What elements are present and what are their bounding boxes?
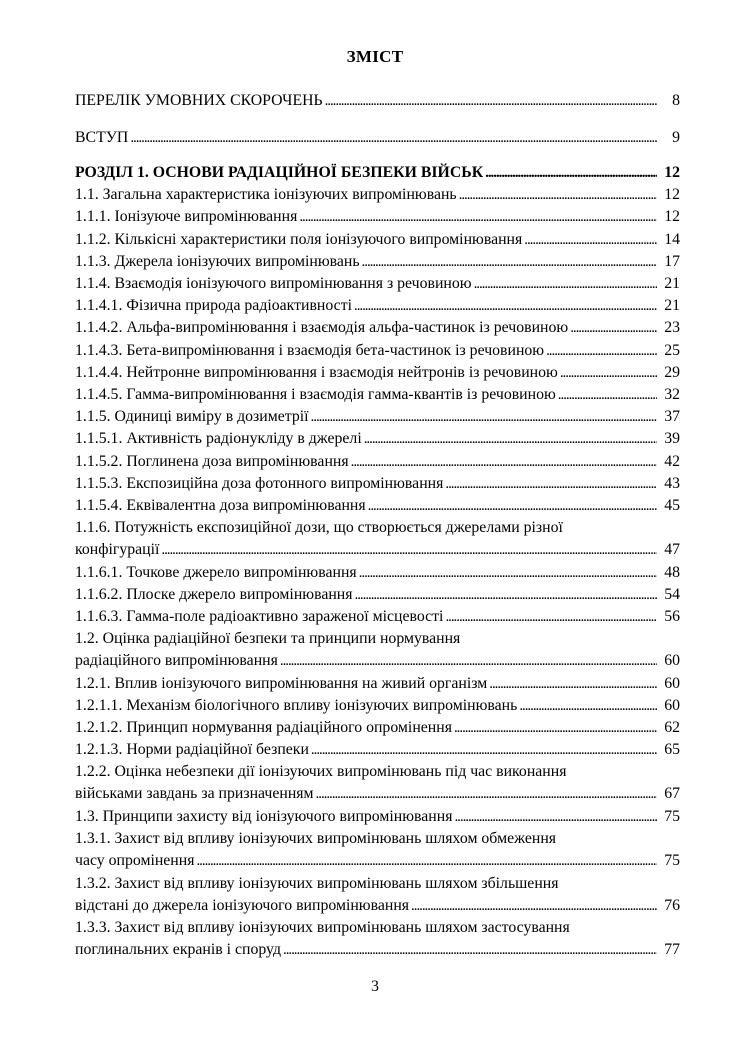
toc-entry[interactable] [75, 451, 680, 473]
toc-entry[interactable] [75, 562, 680, 584]
dot-leader [411, 895, 657, 917]
toc-page-number: 39 [664, 430, 680, 447]
toc-page-number: 62 [664, 719, 680, 736]
dot-leader [524, 229, 657, 251]
toc-page-number: 75 [664, 808, 680, 825]
toc-entry-title: 1.1.4.1. Фізична природа радіоактивності [75, 297, 352, 314]
toc-title: ЗМІСТ [346, 47, 404, 66]
dot-leader [489, 673, 657, 695]
toc-entry-title-line: часу опромінення [75, 852, 195, 869]
toc-page-number: 60 [664, 697, 680, 714]
toc-entry-title: 1.1.4.5. Гамма-випромінювання і взаємодія гамма-квантів із речовиною [75, 386, 556, 403]
dot-leader [368, 495, 657, 517]
toc-entry-title-line: конфігурації [75, 541, 160, 558]
toc-entry-title-line: 1.3.2. Захист від впливу іонізуючих випромінювань шляхом збільшення [75, 875, 559, 892]
dot-leader [454, 717, 657, 739]
toc-entry[interactable] [75, 495, 680, 517]
toc-page-number: 12 [664, 186, 680, 203]
toc-entry[interactable] [75, 273, 680, 295]
toc-page-number: 65 [664, 741, 680, 758]
toc-entry[interactable] [75, 584, 680, 606]
toc-entry-title-line: 1.2. Оцінка радіаційної безпеки та принципи нормування [75, 630, 461, 647]
toc-entry-title: 1.1.4.3. Бета-випромінювання і взаємодія бета-частинок із речовиною [75, 342, 545, 359]
toc-entry[interactable] [75, 606, 680, 628]
page-number: 3 [371, 978, 379, 995]
toc-entry[interactable] [75, 806, 680, 828]
toc-entry-title-line: відстані до джерела іонізуючого випромінювання [75, 897, 410, 914]
toc-entry-title: 1.1.4.2. Альфа-випромінювання і взаємодія альфа-частинок із речовиною [75, 319, 569, 336]
toc-page-number: 67 [664, 785, 680, 802]
toc-entry-title-line: 1.2.2. Оцінка небезпеки дії іонізуючих випромінювань під час виконання [75, 763, 567, 780]
toc-page-number: 29 [664, 364, 680, 381]
toc-page-number: 14 [664, 231, 680, 248]
toc-entry-title: 1.1.5.2. Поглинена доза випромінювання [75, 453, 349, 470]
toc-entry-title: 1.1.1. Іонізуюче випромінювання [75, 208, 298, 225]
toc-entry[interactable] [75, 761, 680, 805]
toc-entry-title-line: 1.3.1. Захист від впливу іонізуючих випромінювань шляхом обмеження [75, 830, 557, 847]
dot-leader [311, 406, 657, 428]
toc-page-number: 43 [664, 475, 680, 492]
toc-entry[interactable] [75, 428, 680, 450]
dot-leader [283, 939, 657, 961]
toc-entry[interactable] [75, 873, 680, 917]
toc-page-number: 76 [664, 897, 680, 914]
toc-page-number: 77 [664, 941, 680, 958]
dot-leader [362, 251, 657, 273]
toc-entry[interactable] [75, 127, 680, 149]
toc-entry[interactable] [75, 340, 680, 362]
toc-entry[interactable] [75, 295, 680, 317]
dot-leader [364, 428, 657, 450]
toc-page-number: 21 [664, 297, 680, 314]
toc-page-number: 75 [664, 852, 680, 869]
dot-leader [485, 162, 657, 184]
toc-entry[interactable] [75, 828, 680, 872]
toc-entry-title: 1.2.1. Вплив іонізуючого випромінювання на живий організм [75, 675, 488, 692]
dot-leader [560, 362, 657, 384]
toc-page-number: 42 [664, 453, 680, 470]
toc-page-number: 60 [664, 652, 680, 669]
toc-entry-title: РОЗДІЛ 1. ОСНОВИ РАДІАЦІЙНОЇ БЕЗПЕКИ ВІЙСЬК [75, 164, 484, 181]
toc-entry[interactable] [75, 206, 680, 228]
toc-entry-title: 1.2.1.2. Принцип нормування радіаційного опромінення [75, 719, 452, 736]
toc-entry-title: 1.1.6.3. Гамма-поле радіоактивно зараженої місцевості [75, 608, 444, 625]
toc-entry[interactable] [75, 917, 680, 961]
toc-entry-title: 1.1.5.3. Експозиційна доза фотонного випромінювання [75, 475, 444, 492]
dot-leader [546, 340, 657, 362]
toc-page-number: 56 [664, 608, 680, 625]
toc-entry-title: 1.1.2. Кількісні характеристики поля іонізуючого випромінювання [75, 231, 523, 248]
dot-leader [519, 695, 657, 717]
toc-entry-title: 1.2.1.3. Норми радіаційної безпеки [75, 741, 309, 758]
toc-entry-title: 1.1. Загальна характеристика іонізуючих випромінювань [75, 186, 457, 203]
toc-entry[interactable] [75, 184, 680, 206]
toc-entry[interactable] [75, 317, 680, 339]
dot-leader [445, 473, 657, 495]
toc-entry[interactable] [75, 384, 680, 406]
toc-entry[interactable] [75, 162, 680, 184]
toc-entry[interactable] [75, 406, 680, 428]
toc-entry[interactable] [75, 90, 680, 112]
toc-entry-title: 1.3. Принципи захисту від іонізуючого випромінювання [75, 808, 453, 825]
toc-entry[interactable] [75, 717, 680, 739]
toc-page-number: 9 [672, 129, 680, 146]
toc-entry[interactable] [75, 739, 680, 761]
toc-entry-title-line: радіаційного випромінювання [75, 652, 278, 669]
toc-page-number: 32 [664, 386, 680, 403]
toc-entry-title-line: 1.1.6. Потужність експозиційної дози, що створюється джерелами різної [75, 519, 563, 536]
dot-leader [474, 273, 657, 295]
toc-entry-title: 1.2.1.1. Механізм біологічного впливу іонізуючих випромінювань [75, 697, 518, 714]
dot-leader [316, 783, 657, 805]
toc-page-number: 23 [664, 319, 680, 336]
toc-page-number: 54 [664, 586, 680, 603]
toc-entry-title: 1.1.4.4. Нейтронне випромінювання і взаємодія нейтронів із речовиною [75, 364, 558, 381]
toc-entry-title: 1.1.6.1. Точкове джерело випромінювання [75, 564, 357, 581]
dot-leader [355, 584, 657, 606]
toc-entry[interactable] [75, 251, 680, 273]
dot-leader [130, 127, 657, 149]
toc-entry-title-line: 1.3.3. Захист від впливу іонізуючих випромінювань шляхом застосування [75, 919, 570, 936]
toc-entry[interactable] [75, 628, 680, 672]
dot-leader [359, 562, 657, 584]
toc-page-number: 25 [664, 342, 680, 359]
dot-leader [161, 539, 657, 561]
toc-entry-title: 1.1.3. Джерела іонізуючих випромінювань [75, 253, 360, 270]
toc-page-number: 47 [664, 541, 680, 558]
toc-page-number: 37 [664, 408, 680, 425]
dot-leader [325, 90, 657, 112]
toc-page-number: 60 [664, 675, 680, 692]
toc-entry[interactable] [75, 517, 680, 561]
toc-entry-title: ВСТУП [75, 129, 129, 146]
toc-page-number: 48 [664, 564, 680, 581]
dot-leader [445, 606, 657, 628]
toc-page-number: 12 [664, 208, 680, 225]
toc-entry-title-line: поглинальних екранів і споруд [75, 941, 281, 958]
dot-leader [570, 317, 657, 339]
toc-entry[interactable] [75, 362, 680, 384]
dot-leader [459, 184, 657, 206]
toc-entry-title: 1.1.4. Взаємодія іонізуючого випромінювання з речовиною [75, 275, 472, 292]
toc-page-number: 8 [672, 92, 680, 109]
toc-entry-title: ПЕРЕЛІК УМОВНИХ СКОРОЧЕНЬ [75, 92, 323, 109]
toc-entry-title: 1.1.5. Одиниці виміру в дозиметрії [75, 408, 309, 425]
toc-entry[interactable] [75, 673, 680, 695]
dot-leader [558, 384, 657, 406]
toc-page-number: 17 [664, 253, 680, 270]
toc-entry[interactable] [75, 695, 680, 717]
toc-entry-title: 1.1.5.4. Еквівалентна доза випромінювання [75, 497, 366, 514]
dot-leader [299, 206, 657, 228]
toc-entry-title-line: військами завдань за призначенням [75, 785, 314, 802]
dot-leader [196, 850, 657, 872]
toc-page-number: 21 [664, 275, 680, 292]
dot-leader [311, 739, 657, 761]
dot-leader [351, 451, 657, 473]
toc-page-number: 12 [664, 164, 680, 181]
toc-page-number: 45 [664, 497, 680, 514]
toc-entry[interactable] [75, 229, 680, 251]
dot-leader [280, 650, 657, 672]
toc-entry[interactable] [75, 473, 680, 495]
toc-entry-title: 1.1.5.1. Активність радіонукліду в джерелі [75, 430, 362, 447]
dot-leader [454, 806, 657, 828]
dot-leader [354, 295, 657, 317]
toc-entry-title: 1.1.6.2. Плоске джерело випромінювання [75, 586, 353, 603]
